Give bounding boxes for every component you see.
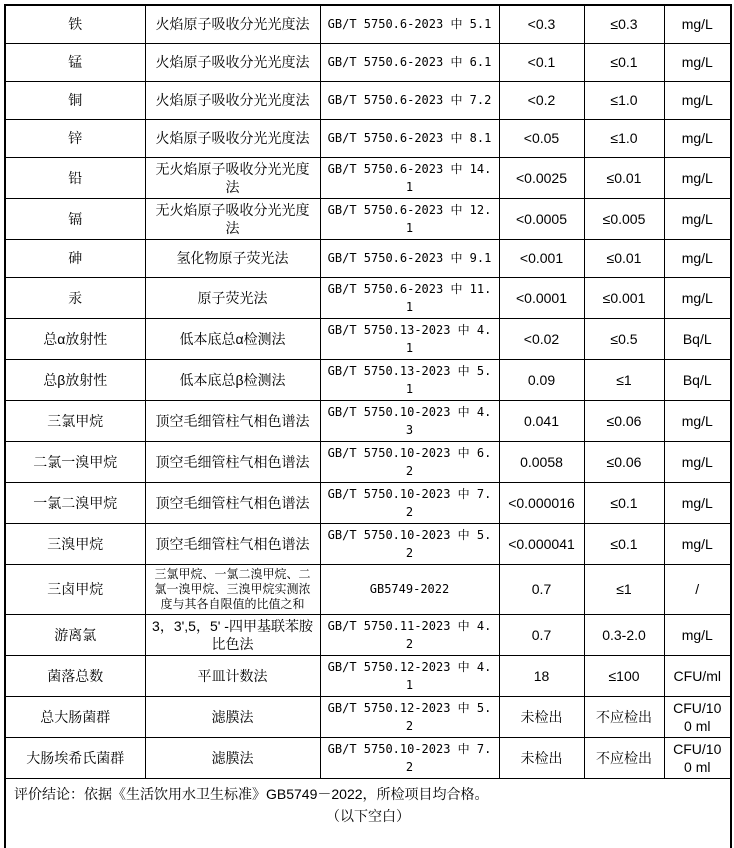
cell-method: 火焰原子吸收分光光度法 bbox=[145, 81, 320, 119]
cell-limit: ≤0.005 bbox=[584, 198, 664, 239]
cell-unit: mg/L bbox=[664, 277, 731, 318]
cell-unit: / bbox=[664, 564, 731, 614]
cell-result: 0.041 bbox=[499, 400, 584, 441]
cell-standard: GB/T 5750.6-2023 中 9.1 bbox=[320, 239, 499, 277]
cell-unit: mg/L bbox=[664, 198, 731, 239]
table-row bbox=[5, 523, 731, 564]
cell-limit: 0.3-2.0 bbox=[584, 614, 664, 655]
table-row bbox=[5, 564, 731, 614]
table-row bbox=[5, 5, 731, 43]
cell-limit: ≤0.01 bbox=[584, 239, 664, 277]
cell-item: 二氯一溴甲烷 bbox=[5, 441, 145, 482]
cell-limit: ≤100 bbox=[584, 655, 664, 696]
cell-limit: ≤0.06 bbox=[584, 441, 664, 482]
cell-method: 顶空毛细管柱气相色谱法 bbox=[145, 400, 320, 441]
cell-unit: mg/L bbox=[664, 5, 731, 43]
cell-method: 火焰原子吸收分光光度法 bbox=[145, 43, 320, 81]
cell-item: 总α放射性 bbox=[5, 318, 145, 359]
cell-limit: ≤1 bbox=[584, 564, 664, 614]
cell-item: 铁 bbox=[5, 5, 145, 43]
table-row bbox=[5, 696, 731, 737]
cell-result: 未检出 bbox=[499, 696, 584, 737]
cell-item: 三氯甲烷 bbox=[5, 400, 145, 441]
cell-unit: Bq/L bbox=[664, 359, 731, 400]
cell-unit: mg/L bbox=[664, 441, 731, 482]
cell-item: 砷 bbox=[5, 239, 145, 277]
cell-standard: GB/T 5750.6-2023 中 5.1 bbox=[320, 5, 499, 43]
cell-standard: GB/T 5750.10-2023 中 7.2 bbox=[320, 737, 499, 778]
cell-result: <0.0005 bbox=[499, 198, 584, 239]
table-row bbox=[5, 43, 731, 81]
cell-limit: ≤1.0 bbox=[584, 81, 664, 119]
cell-limit: ≤0.001 bbox=[584, 277, 664, 318]
cell-item: 总大肠菌群 bbox=[5, 696, 145, 737]
cell-result: 未检出 bbox=[499, 737, 584, 778]
cell-unit: mg/L bbox=[664, 482, 731, 523]
cell-result: 0.0058 bbox=[499, 441, 584, 482]
cell-standard: GB/T 5750.10-2023 中 4.3 bbox=[320, 400, 499, 441]
cell-standard: GB/T 5750.12-2023 中 4.1 bbox=[320, 655, 499, 696]
cell-method: 3，3',5，5' -四甲基联苯胺比色法 bbox=[145, 614, 320, 655]
cell-result: <0.0001 bbox=[499, 277, 584, 318]
cell-unit: mg/L bbox=[664, 43, 731, 81]
cell-standard: GB/T 5750.13-2023 中 4.1 bbox=[320, 318, 499, 359]
cell-standard: GB/T 5750.6-2023 中 14.1 bbox=[320, 157, 499, 198]
cell-result: 18 bbox=[499, 655, 584, 696]
cell-standard: GB/T 5750.13-2023 中 5.1 bbox=[320, 359, 499, 400]
cell-item: 汞 bbox=[5, 277, 145, 318]
cell-unit: mg/L bbox=[664, 400, 731, 441]
table-row bbox=[5, 482, 731, 523]
cell-limit: 不应检出 bbox=[584, 737, 664, 778]
cell-standard: GB/T 5750.10-2023 中 7.2 bbox=[320, 482, 499, 523]
cell-standard: GB/T 5750.6-2023 中 11.1 bbox=[320, 277, 499, 318]
cell-method: 平皿计数法 bbox=[145, 655, 320, 696]
cell-unit: mg/L bbox=[664, 157, 731, 198]
cell-result: <0.2 bbox=[499, 81, 584, 119]
cell-item: 游离氯 bbox=[5, 614, 145, 655]
cell-result: <0.000016 bbox=[499, 482, 584, 523]
cell-method: 滤膜法 bbox=[145, 696, 320, 737]
table-row bbox=[5, 441, 731, 482]
cell-limit: ≤0.5 bbox=[584, 318, 664, 359]
cell-standard: GB/T 5750.6-2023 中 7.2 bbox=[320, 81, 499, 119]
cell-method: 原子荧光法 bbox=[145, 277, 320, 318]
cell-result: 0.7 bbox=[499, 614, 584, 655]
cell-unit: mg/L bbox=[664, 119, 731, 157]
cell-standard: GB/T 5750.6-2023 中 6.1 bbox=[320, 43, 499, 81]
cell-unit: CFU/100 ml bbox=[664, 696, 731, 737]
cell-limit: ≤0.1 bbox=[584, 43, 664, 81]
cell-standard: GB/T 5750.10-2023 中 5.2 bbox=[320, 523, 499, 564]
cell-unit: Bq/L bbox=[664, 318, 731, 359]
cell-limit: ≤0.06 bbox=[584, 400, 664, 441]
cell-limit: ≤1 bbox=[584, 359, 664, 400]
cell-unit: CFU/ml bbox=[664, 655, 731, 696]
cell-item: 铅 bbox=[5, 157, 145, 198]
cell-method: 低本底总α检测法 bbox=[145, 318, 320, 359]
table-row bbox=[5, 239, 731, 277]
cell-method: 滤膜法 bbox=[145, 737, 320, 778]
cell-item: 一氯二溴甲烷 bbox=[5, 482, 145, 523]
cell-method: 三氯甲烷、一氯二溴甲烷、二氯一溴甲烷、三溴甲烷实测浓度与其各自限值的比值之和 bbox=[145, 564, 320, 614]
cell-item: 三溴甲烷 bbox=[5, 523, 145, 564]
table-row bbox=[5, 157, 731, 198]
cell-method: 无火焰原子吸收分光光度法 bbox=[145, 198, 320, 239]
cell-item: 镉 bbox=[5, 198, 145, 239]
blank-below-note: （以下空白） bbox=[326, 807, 410, 824]
cell-item: 锌 bbox=[5, 119, 145, 157]
cell-result: <0.000041 bbox=[499, 523, 584, 564]
cell-unit: mg/L bbox=[664, 81, 731, 119]
cell-method: 火焰原子吸收分光光度法 bbox=[145, 5, 320, 43]
table-row bbox=[5, 614, 731, 655]
cell-limit: ≤0.01 bbox=[584, 157, 664, 198]
cell-method: 顶空毛细管柱气相色谱法 bbox=[145, 523, 320, 564]
cell-method: 顶空毛细管柱气相色谱法 bbox=[145, 482, 320, 523]
cell-item: 总β放射性 bbox=[5, 359, 145, 400]
cell-unit: CFU/100 ml bbox=[664, 737, 731, 778]
cell-standard: GB/T 5750.6-2023 中 12.1 bbox=[320, 198, 499, 239]
cell-limit: ≤0.1 bbox=[584, 482, 664, 523]
cell-item: 铜 bbox=[5, 81, 145, 119]
conclusion-cell bbox=[5, 778, 731, 848]
cell-standard: GB/T 5750.11-2023 中 4.2 bbox=[320, 614, 499, 655]
cell-standard: GB/T 5750.6-2023 中 8.1 bbox=[320, 119, 499, 157]
cell-result: <0.05 bbox=[499, 119, 584, 157]
cell-method: 顶空毛细管柱气相色谱法 bbox=[145, 441, 320, 482]
cell-standard: GB/T 5750.10-2023 中 6.2 bbox=[320, 441, 499, 482]
table-row bbox=[5, 655, 731, 696]
cell-result: <0.3 bbox=[499, 5, 584, 43]
cell-result: 0.7 bbox=[499, 564, 584, 614]
cell-standard: GB5749-2022 bbox=[320, 564, 499, 614]
cell-unit: mg/L bbox=[664, 523, 731, 564]
cell-method: 火焰原子吸收分光光度法 bbox=[145, 119, 320, 157]
cell-limit: ≤0.3 bbox=[584, 5, 664, 43]
test-results-table bbox=[4, 4, 732, 848]
conclusion-row bbox=[5, 778, 731, 848]
results-tbody bbox=[5, 5, 731, 778]
cell-standard: GB/T 5750.12-2023 中 5.2 bbox=[320, 696, 499, 737]
cell-result: <0.0025 bbox=[499, 157, 584, 198]
cell-unit: mg/L bbox=[664, 614, 731, 655]
table-row bbox=[5, 119, 731, 157]
evaluation-conclusion-text: 评价结论：依据《生活饮用水卫生标准》GB5749－2022，所检项目均合格。 bbox=[14, 785, 489, 802]
cell-item: 大肠埃希氏菌群 bbox=[5, 737, 145, 778]
cell-method: 氢化物原子荧光法 bbox=[145, 239, 320, 277]
cell-method: 无火焰原子吸收分光光度法 bbox=[145, 157, 320, 198]
cell-result: <0.001 bbox=[499, 239, 584, 277]
table-row bbox=[5, 81, 731, 119]
cell-result: <0.02 bbox=[499, 318, 584, 359]
footer-tbody bbox=[5, 778, 731, 848]
table-row bbox=[5, 318, 731, 359]
cell-result: 0.09 bbox=[499, 359, 584, 400]
cell-unit: mg/L bbox=[664, 239, 731, 277]
table-row bbox=[5, 400, 731, 441]
table-row bbox=[5, 359, 731, 400]
cell-limit: ≤0.1 bbox=[584, 523, 664, 564]
cell-result: <0.1 bbox=[499, 43, 584, 81]
table-row bbox=[5, 198, 731, 239]
cell-item: 锰 bbox=[5, 43, 145, 81]
cell-item: 三卤甲烷 bbox=[5, 564, 145, 614]
cell-method: 低本底总β检测法 bbox=[145, 359, 320, 400]
table-row bbox=[5, 737, 731, 778]
cell-limit: 不应检出 bbox=[584, 696, 664, 737]
cell-item: 菌落总数 bbox=[5, 655, 145, 696]
table-row bbox=[5, 277, 731, 318]
cell-limit: ≤1.0 bbox=[584, 119, 664, 157]
